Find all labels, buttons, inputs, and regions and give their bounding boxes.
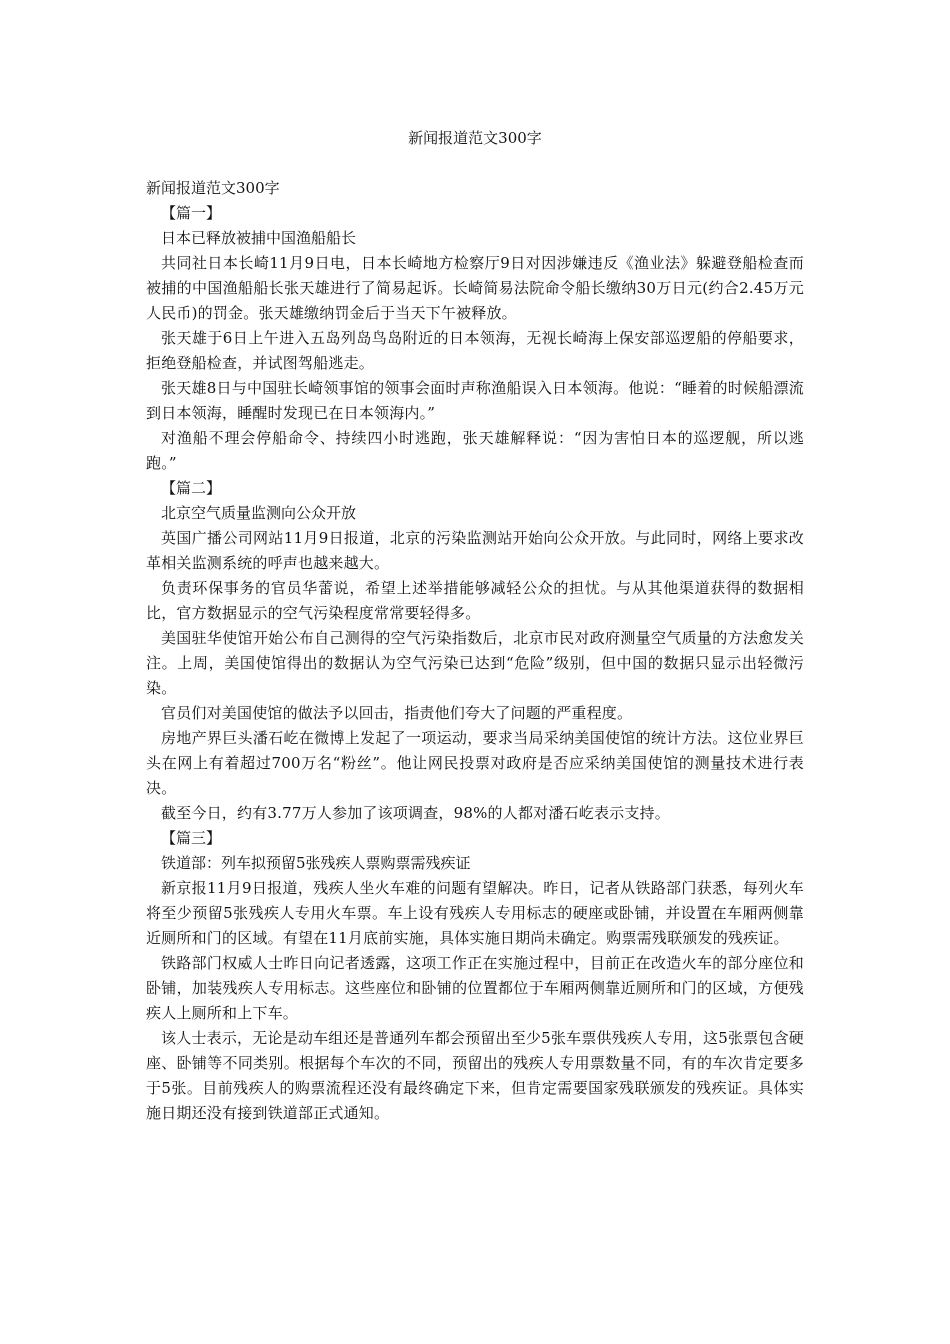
section-label: 【篇三】 (161, 829, 222, 847)
article-paragraph: 房地产界巨头潘石屹在微博上发起了一项运动，要求当局采纳美国使馆的统计方法。这位业界巨头在网上有着超过700万名“粉丝”。他让网民投票对政府是否应采纳美国使馆的测量技术进行表决。 (146, 729, 804, 797)
section-label: 【篇二】 (161, 479, 222, 497)
article-paragraph: 该人士表示，无论是动车组还是普通列车都会预留出至少5张车票供残疾人专用，这5张票包含硬座、卧铺等不同类别。根据每个车次的不同，预留出的残疾人专用票数量不同，有的车次肯定要多于5张。目前残疾人的购票流程还没有最终确定下来，但肯定需要国家残联颁发的残疾证。具体实施日期还没有接到铁道部正式通知。 (146, 1029, 804, 1122)
article-paragraph: 新京报11月9日报道，残疾人坐火车难的问题有望解决。昨日，记者从铁路部门获悉，每列火车将至少预留5张残疾人专用火车票。车上设有残疾人专用标志的硬座或卧铺，并设置在车厢两侧靠近厕所和门的区域。有望在11月底前实施，具体实施日期尚未确定。购票需残联颁发的残疾证。 (146, 879, 804, 947)
article-paragraph: 负责环保事务的官员华蕾说，希望上述举措能够减轻公众的担忧。与从其他渠道获得的数据相比，官方数据显示的空气污染程度常常要轻得多。 (146, 579, 804, 622)
document-subtitle: 新闻报道范文300字 (146, 179, 280, 197)
document-title: 新闻报道范文300字 (408, 129, 542, 147)
article-paragraph: 张天雄8日与中国驻长崎领事馆的领事会面时声称渔船误入日本领海。他说：“睡着的时候船漂流到日本领海，睡醒时发现已在日本领海内。” (146, 379, 804, 422)
article-headline: 日本已释放被捕中国渔船船长 (161, 229, 357, 247)
section-label: 【篇一】 (161, 204, 222, 222)
article-headline: 北京空气质量监测向公众开放 (161, 504, 357, 522)
article-paragraph: 截至今日，约有3.77万人参加了该项调查，98%的人都对潘石屹表示支持。 (161, 804, 670, 822)
document-body (146, 176, 804, 1126)
article-paragraph: 美国驻华使馆开始公布自己测得的空气污染指数后，北京市民对政府测量空气质量的方法愈发关注。上周，美国使馆得出的数据认为空气污染已达到“危险”级别，但中国的数据只显示出轻微污染。 (146, 629, 804, 697)
article-headline: 铁道部：列车拟预留5张残疾人票购票需残疾证 (161, 854, 471, 872)
article-paragraph: 英国广播公司网站11月9日报道，北京的污染监测站开始向公众开放。与此同时，网络上要求改革相关监测系统的呼声也越来越大。 (146, 529, 804, 572)
article-paragraph: 张天雄于6日上午进入五岛列岛鸟岛附近的日本领海，无视长崎海上保安部巡逻船的停船要求，拒绝登船检查，并试图驾船逃走。 (146, 329, 804, 372)
article-paragraph: 对渔船不理会停船命令、持续四小时逃跑，张天雄解释说：“因为害怕日本的巡逻舰，所以逃跑。” (146, 429, 804, 472)
article-paragraph: 铁路部门权威人士昨日向记者透露，这项工作正在实施过程中，目前正在改造火车的部分座位和卧铺，加装残疾人专用标志。这些座位和卧铺的位置都位于车厢两侧靠近厕所和门的区域，方便残疾人上厕所和上下车。 (146, 954, 804, 1022)
article-paragraph: 官员们对美国使馆的做法予以回击，指责他们夸大了问题的严重程度。 (161, 704, 633, 722)
article-paragraph: 共同社日本长崎11月9日电，日本长崎地方检察厅9日对因涉嫌违反《渔业法》躲避登船检查而被捕的中国渔船船长张天雄进行了简易起诉。长崎简易法院命令船长缴纳30万日元(约合2.45万元人民币)的罚金。张天雄缴纳罚金后于当天下午被释放。 (146, 254, 804, 322)
